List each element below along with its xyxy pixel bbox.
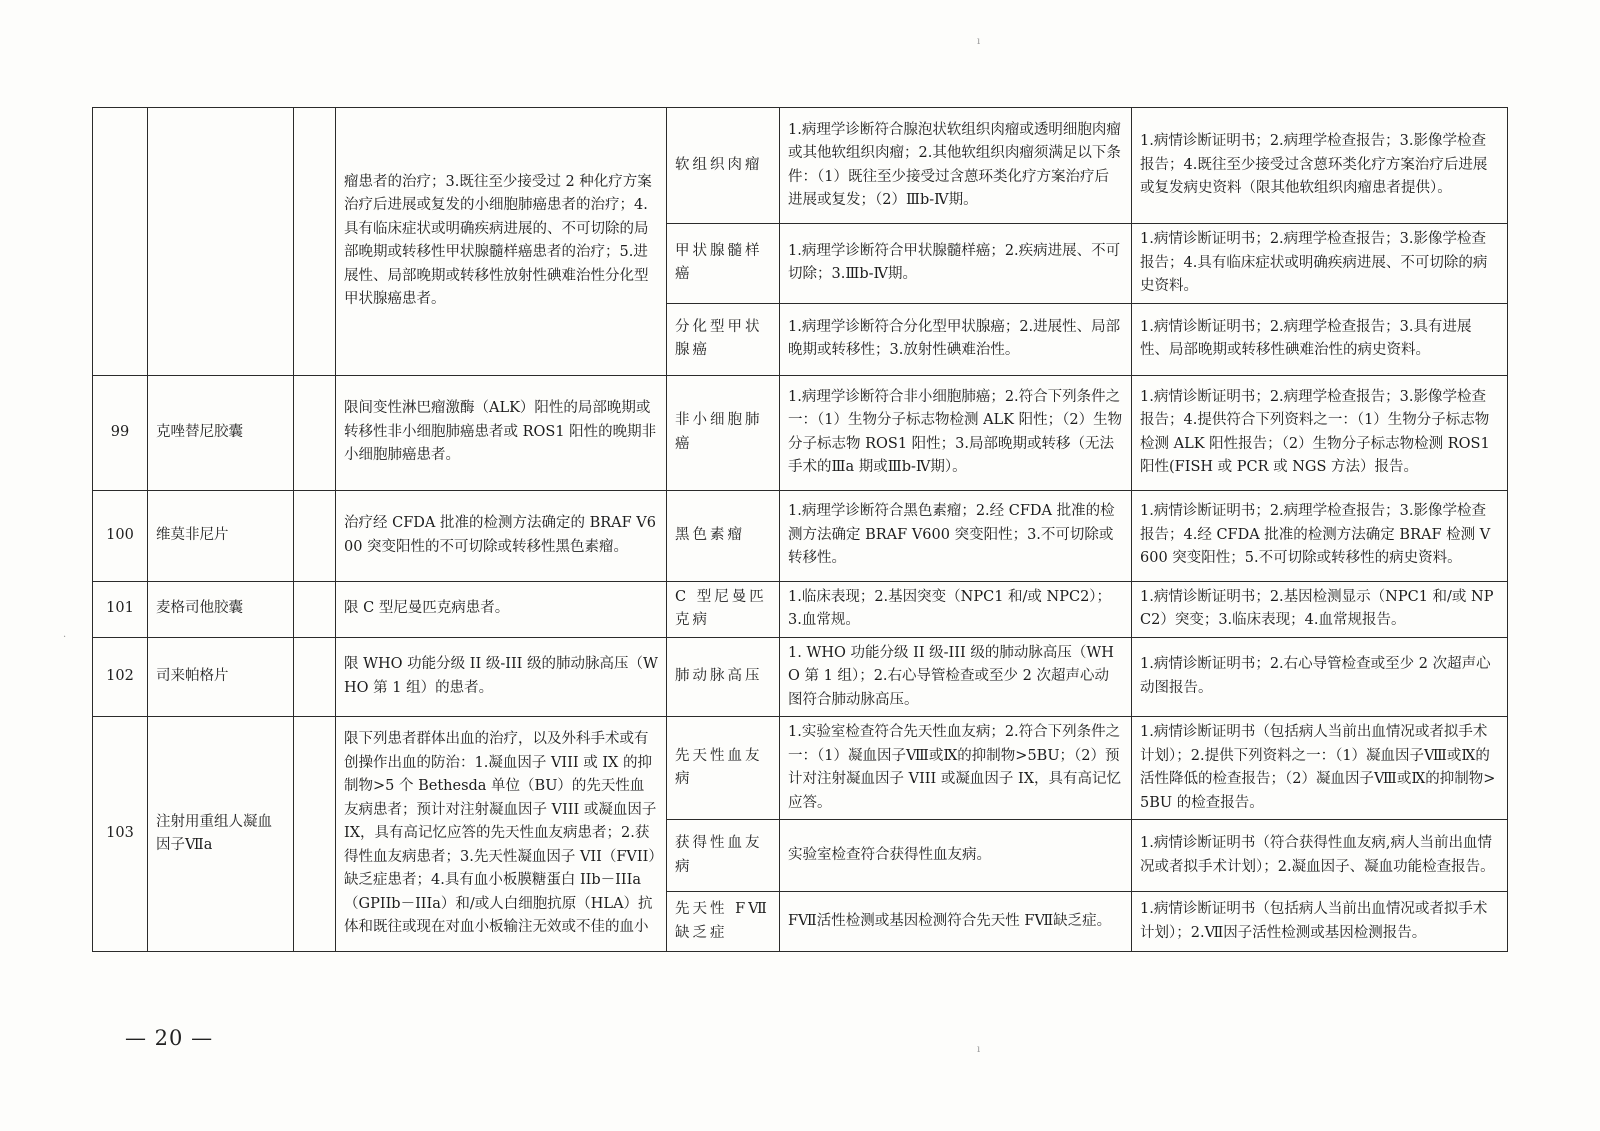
materials-cell: 1.病情诊断证明书；2.病理学检查报告；3.影像学检查报告；4.具有临床症状或明确疾病进展、不可切除的病史资料。: [1132, 224, 1508, 304]
criteria-cell: 1.病理学诊断符合非小细胞肺癌；2.符合下列条件之一：（1）生物分子标志物检测 ALK 阳性；（2）生物分子标志物 ROS1 阳性；3.局部晚期或转移（无法手术的Ⅲa 期或Ⅲb-Ⅳ期）。: [780, 375, 1132, 490]
criteria-cell: FⅦ活性检测或基因检测符合先天性 FⅦ缺乏症。: [780, 892, 1132, 952]
disease-cell: 甲状腺髓样癌: [667, 224, 780, 304]
stray-mark-bottom: ı: [977, 1044, 981, 1055]
disease-cell: C 型尼曼匹克病: [667, 581, 780, 637]
scope-cell: 限间变性淋巴瘤激酶（ALK）阳性的局部晚期或转移性非小细胞肺癌患者或 ROS1 阳性的晚期非小细胞肺癌患者。: [336, 375, 667, 490]
drug-table: [92, 107, 1508, 952]
criteria-cell: 1. WHO 功能分级 II 级-III 级的肺动脉高压（WHO 第 1 组）；2.右心导管检查或至少 2 次超声心动图符合肺动脉高压。: [780, 637, 1132, 717]
disease-cell: 先天性 FⅦ缺乏症: [667, 892, 780, 952]
disease-cell: 软组织肉瘤: [667, 108, 780, 224]
criteria-cell: 实验室检查符合获得性血友病。: [780, 820, 1132, 892]
scope-cell: 限 C 型尼曼匹克病患者。: [336, 581, 667, 637]
criteria-cell: 1.病理学诊断符合甲状腺髓样癌；2.疾病进展、不可切除；3.Ⅲb-Ⅳ期。: [780, 224, 1132, 304]
blank-cell: [294, 581, 336, 637]
disease-cell: 黑色素瘤: [667, 490, 780, 581]
scope-cell: 限下列患者群体出血的治疗，以及外科手术或有创操作出血的防治：1.凝血因子 VIII 或 IX 的抑制物>5 个 Bethesda 单位（BU）的先天性血友病患者；预计对注射凝血因子 VIII 或凝血因子 IX，具有高记忆应答的先天性血友病患者；2.获得性血友病患者；3.先天性凝血因子 VII（FVII）缺乏症患者；4.具有血小板膜糖蛋白 IIb－IIIa（GPIIb－IIIa）和/或人白细胞抗原（HLA）抗体和既往或现在对血小板输注无效或不佳的血小: [336, 717, 667, 952]
materials-cell: 1.病情诊断证明书（包括病人当前出血情况或者拟手术计划）；2.提供下列资料之一：（1）凝血因子Ⅷ或Ⅸ的活性降低的检查报告；（2）凝血因子Ⅷ或Ⅸ的抑制物>5BU 的检查报告。: [1132, 717, 1508, 820]
scope-cell: 瘤患者的治疗；3.既往至少接受过 2 种化疗方案治疗后进展或复发的小细胞肺癌患者的治疗；4.具有临床症状或明确疾病进展的、不可切除的局部晚期或转移性甲状腺髓样癌患者的治疗；5.进展性、局部晚期或转移性放射性碘难治性分化型甲状腺癌患者。: [336, 108, 667, 376]
num-cell: 102: [93, 637, 148, 717]
criteria-cell: 1.病理学诊断符合腺泡状软组织肉瘤或透明细胞肉瘤或其他软组织肉瘤；2.其他软组织肉瘤须满足以下条件：（1）既往至少接受过含蒽环类化疗方案治疗后进展或复发；（2）Ⅲb-Ⅳ期。: [780, 108, 1132, 224]
table-row: [93, 375, 1508, 490]
drug-cell: 注射用重组人凝血因子Ⅶa: [148, 717, 294, 952]
disease-cell: 非小细胞肺癌: [667, 375, 780, 490]
criteria-cell: 1.实验室检查符合先天性血友病；2.符合下列条件之一：（1）凝血因子Ⅷ或Ⅸ的抑制物>5BU；（2）预计对注射凝血因子 VIII 或凝血因子 IX，具有高记忆应答。: [780, 717, 1132, 820]
stray-mark-left: ·: [63, 632, 67, 643]
num-cell: 101: [93, 581, 148, 637]
num-cell: 100: [93, 490, 148, 581]
blank-cell: [294, 490, 336, 581]
disease-cell: 肺动脉高压: [667, 637, 780, 717]
scope-cell: 限 WHO 功能分级 II 级-III 级的肺动脉高压（WHO 第 1 组）的患者。: [336, 637, 667, 717]
blank-cell: [294, 108, 336, 376]
drug-cell: 克唑替尼胶囊: [148, 375, 294, 490]
scope-cell: 治疗经 CFDA 批准的检测方法确定的 BRAF V600 突变阳性的不可切除或转移性黑色素瘤。: [336, 490, 667, 581]
materials-cell: 1.病情诊断证明书；2.右心导管检查或至少 2 次超声心动图报告。: [1132, 637, 1508, 717]
materials-cell: 1.病情诊断证明书；2.病理学检查报告；3.具有进展性、局部晚期或转移性碘难治性的病史资料。: [1132, 303, 1508, 375]
blank-cell: [294, 637, 336, 717]
page-number: — 20 —: [125, 1026, 214, 1050]
materials-cell: 1.病情诊断证明书；2.病理学检查报告；3.影像学检查报告；4.提供符合下列资料之一：（1）生物分子标志物检测 ALK 阳性报告；（2）生物分子标志物检测 ROS1 阳性(FISH 或 PCR 或 NGS 方法）报告。: [1132, 375, 1508, 490]
num-cell: 103: [93, 717, 148, 952]
disease-cell: 获得性血友病: [667, 820, 780, 892]
criteria-cell: 1.病理学诊断符合黑色素瘤；2.经 CFDA 批准的检测方法确定 BRAF V600 突变阳性；3.不可切除或转移性。: [780, 490, 1132, 581]
table-row: [93, 581, 1508, 637]
drug-cell: 维莫非尼片: [148, 490, 294, 581]
drug-cell: [148, 108, 294, 376]
materials-cell: 1.病情诊断证明书；2.病理学检查报告；3.影像学检查报告；4.既往至少接受过含蒽环类化疗方案治疗后进展或复发病史资料（限其他软组织肉瘤患者提供）。: [1132, 108, 1508, 224]
table-row: [93, 490, 1508, 581]
materials-cell: 1.病情诊断证明书；2.基因检测显示（NPC1 和/或 NPC2）突变；3.临床表现；4.血常规报告。: [1132, 581, 1508, 637]
criteria-cell: 1.临床表现；2.基因突变（NPC1 和/或 NPC2）；3.血常规。: [780, 581, 1132, 637]
disease-cell: 分化型甲状腺癌: [667, 303, 780, 375]
materials-cell: 1.病情诊断证明书（符合获得性血友病,病人当前出血情况或者拟手术计划）；2.凝血因子、凝血功能检查报告。: [1132, 820, 1508, 892]
num-cell: [93, 108, 148, 376]
materials-cell: 1.病情诊断证明书；2.病理学检查报告；3.影像学检查报告；4.经 CFDA 批准的检测方法确定 BRAF 检测 V600 突变阳性；5.不可切除或转移性的病史资料。: [1132, 490, 1508, 581]
criteria-cell: 1.病理学诊断符合分化型甲状腺癌；2.进展性、局部晚期或转移性；3.放射性碘难治性。: [780, 303, 1132, 375]
stray-mark-top: ı: [977, 36, 981, 47]
blank-cell: [294, 717, 336, 952]
disease-cell: 先天性血友病: [667, 717, 780, 820]
num-cell: 99: [93, 375, 148, 490]
table-row: [93, 108, 1508, 224]
drug-cell: 司来帕格片: [148, 637, 294, 717]
table-row: [93, 717, 1508, 820]
table-row: [93, 637, 1508, 717]
drug-cell: 麦格司他胶囊: [148, 581, 294, 637]
materials-cell: 1.病情诊断证明书（包括病人当前出血情况或者拟手术计划）；2.Ⅶ因子活性检测或基因检测报告。: [1132, 892, 1508, 952]
blank-cell: [294, 375, 336, 490]
